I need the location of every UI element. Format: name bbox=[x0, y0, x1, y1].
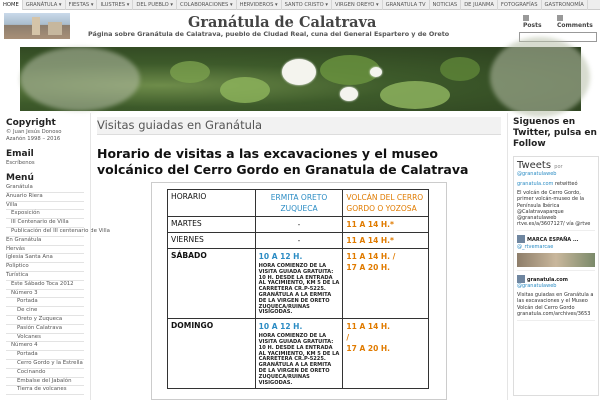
page-title: Visitas guiadas en Granátula bbox=[97, 118, 263, 132]
site-title[interactable]: Granátula de Calatrava bbox=[188, 14, 377, 31]
nav-item[interactable]: HOME bbox=[0, 0, 23, 10]
comments-feed-link[interactable]: Comments bbox=[557, 15, 600, 29]
table-row bbox=[168, 249, 429, 319]
sidebar-menu-item[interactable]: En Granátula bbox=[6, 237, 84, 246]
tweets-header: Tweets por bbox=[517, 160, 563, 171]
table-row bbox=[168, 217, 429, 233]
top-nav bbox=[0, 0, 600, 10]
sidebar-menu-item[interactable]: Pasión Calatrava bbox=[6, 325, 84, 334]
visit-note: HORA COMIENZO DE LA VISITA GUIADA GRATUITA: 10 H. DESDE LA ENTRADA AL YACIMIENTO, KM 5 DE LA CARRETERA CR.P-5225. GRANÁTULA A LA ERMITA DE LA VIRGEN DE ORETO ZUQUECA/RUINAS VISIGODAS. bbox=[258, 333, 340, 386]
volcan-hours: 11 A 14 H. bbox=[346, 322, 391, 332]
volcan-separator: / bbox=[346, 333, 350, 343]
right-sidebar bbox=[513, 117, 599, 396]
sidebar-menu-item[interactable]: Volcanes bbox=[6, 334, 84, 343]
avatar bbox=[517, 275, 525, 283]
nav-item[interactable]: GRANATULA TV bbox=[383, 0, 430, 10]
table-row bbox=[168, 319, 429, 389]
table-row bbox=[168, 233, 429, 249]
sidebar-menu-item[interactable]: Embalse del Jabalón bbox=[6, 378, 84, 387]
nav-item[interactable]: DE JUANMA bbox=[461, 0, 498, 10]
sidebar-menu-item[interactable]: Oreto y Zuqueca bbox=[6, 316, 84, 325]
table-cell: DOMINGO bbox=[168, 319, 256, 389]
feed-links bbox=[523, 15, 600, 29]
schedule-table bbox=[167, 189, 429, 389]
table-cell bbox=[255, 319, 343, 389]
tweet-text: Visitas guiadas en Granátula a las excavaciones y el Museo Volcán del Cerro Gordo granatula.com/archives/3653 bbox=[517, 292, 594, 317]
sidebar-menu-item[interactable]: Villa bbox=[6, 202, 84, 211]
table-cell: MARTES bbox=[168, 217, 256, 233]
nav-item[interactable]: HERVIDEROS ▾ bbox=[237, 0, 282, 10]
rss-icon bbox=[523, 15, 529, 21]
nav-item[interactable]: ILUSTRES ▾ bbox=[97, 0, 133, 10]
table-cell bbox=[343, 249, 429, 319]
sidebar-menu-item[interactable]: Iglesia Santa Ana bbox=[6, 254, 84, 263]
email-heading: Email bbox=[6, 149, 34, 159]
sidebar-menu-item[interactable]: Tierra de volcanes bbox=[6, 386, 84, 395]
avatar bbox=[517, 235, 525, 243]
twitter-heading: Siguenos en Twitter, pulsa en Follow bbox=[513, 117, 597, 149]
site-description: Página sobre Granátula de Calatrava, pueblo de Ciudad Real, cuna del General Espartero y de Oreto bbox=[88, 30, 450, 38]
ermita-hours: 10 A 12 H. bbox=[258, 252, 303, 261]
main-content bbox=[90, 113, 508, 400]
rss-icon bbox=[557, 15, 563, 21]
twitter-handle[interactable]: @granatulaweb bbox=[517, 171, 557, 177]
nav-item[interactable]: NOTICIAS bbox=[430, 0, 462, 10]
posts-feed-link[interactable]: Posts bbox=[523, 15, 549, 29]
tweet-item[interactable]: MARCA ESPAÑA ... @_rtvemarcae bbox=[517, 235, 595, 270]
sidebar-menu-item[interactable]: Número 3 bbox=[6, 290, 84, 299]
table-cell: 11 A 14 H.* bbox=[343, 217, 429, 233]
sidebar-menu-item[interactable]: Portada bbox=[6, 351, 84, 360]
visit-note: HORA COMIENZO DE LA VISITA GUIADA GRATUITA: 10 H. DESDE LA ENTRADA AL YACIMIENTO, KM 5 DE LA CARRETERA CR.P-5225. GRANÁTULA A LA ERMITA DE LA VIRGEN DE ORETO ZUQUECA/RUINAS VISIGODAS. bbox=[258, 263, 340, 316]
table-cell bbox=[255, 249, 343, 319]
nav-item[interactable]: GRANÁTULA ▾ bbox=[23, 0, 66, 10]
sidebar-menu-item[interactable]: De cine bbox=[6, 307, 84, 316]
copyright-heading: Copyright bbox=[6, 118, 56, 128]
copyright-line: Azañón 1998 – 2016 bbox=[6, 136, 61, 142]
side-menu bbox=[6, 184, 110, 395]
header-banner-image bbox=[20, 47, 581, 111]
copyright-line: © Juan Jesús Donoso bbox=[6, 129, 62, 135]
tweet-item[interactable]: granatula.com @granatulaweb Visitas guiadas en Granátula a las excavaciones y el Museo Volcán del Cerro Gordo granatula.com/archives/3653 bbox=[517, 275, 595, 321]
nav-item[interactable]: VIRGEN OREYO ▾ bbox=[332, 0, 383, 10]
ermita-hours: 10 A 12 H. bbox=[258, 322, 303, 332]
menu-heading: Menú bbox=[6, 173, 34, 183]
table-header-cell: HORARIO bbox=[168, 190, 256, 217]
volcan-hours: 17 A 20 H. bbox=[346, 344, 391, 354]
sidebar-menu-item[interactable]: Portada bbox=[6, 298, 84, 307]
post-heading: Horario de visitas a las excavaciones y el museo volcánico del Cerro Gordo en Granatula de Calatrava bbox=[97, 146, 469, 177]
nav-item[interactable]: FOTOGRAFÍAS bbox=[498, 0, 542, 10]
volcan-hours: 17 A 20 H. bbox=[346, 263, 391, 272]
tweet-image bbox=[517, 253, 595, 267]
table-cell: - bbox=[255, 233, 343, 249]
sidebar-menu-item[interactable]: Anuario Riera bbox=[6, 193, 84, 202]
table-cell: VIERNES bbox=[168, 233, 256, 249]
sidebar-menu-item[interactable]: Este Sábado Toca 2012 bbox=[6, 281, 84, 290]
sidebar-menu-item[interactable]: Turística bbox=[6, 272, 84, 281]
site-logo[interactable] bbox=[4, 13, 70, 39]
table-cell: SÁBADO bbox=[168, 249, 256, 319]
nav-item[interactable]: COLABORACIONES ▾ bbox=[177, 0, 237, 10]
nav-item[interactable]: DEL PUEBLO ▾ bbox=[133, 0, 177, 10]
left-sidebar bbox=[6, 118, 110, 401]
table-cell: 11 A 14 H.* bbox=[343, 233, 429, 249]
nav-item[interactable]: GASTRONOMÍA bbox=[542, 0, 588, 10]
table-header-cell: VOLCÁN DEL CERRO GORDO O YOZOSA bbox=[343, 190, 429, 217]
tweet-item[interactable]: granatula.com retwitteó El volcán de Cerro Gordo, primer volcán-museo de la Península Ibérica @Calatravaparque @granatulaweb rtve.es/a/3607127/ vía @rtve bbox=[517, 181, 595, 231]
sidebar-menu-item[interactable]: III Centenario de Villa bbox=[6, 219, 84, 228]
sidebar-menu-item[interactable]: Polìptico bbox=[6, 263, 84, 272]
table-cell bbox=[343, 319, 429, 389]
twitter-timeline[interactable] bbox=[513, 156, 599, 396]
volcan-hours: 11 A 14 H. / bbox=[346, 252, 396, 261]
nav-item[interactable]: SANTO CRISTO ▾ bbox=[282, 0, 332, 10]
tweet-text: El volcán de Cerro Gordo, primer volcán-museo de la Península Ibérica @Calatravaparque @granatulaweb rtve.es/a/3607127/ vía @rtve bbox=[517, 190, 591, 228]
nav-item[interactable]: FIESTAS ▾ bbox=[66, 0, 98, 10]
sidebar-menu-item[interactable]: Hervás bbox=[6, 246, 84, 255]
email-link[interactable]: Escríbenos bbox=[6, 160, 35, 166]
sidebar-menu-item[interactable]: Cerro Gordo y la Estrella bbox=[6, 360, 84, 369]
sidebar-menu-item[interactable]: Publicación del III centenario de Villa bbox=[6, 228, 84, 237]
sidebar-menu-item[interactable]: Número 4 bbox=[6, 342, 84, 351]
sidebar-menu-item[interactable]: Exposición bbox=[6, 210, 84, 219]
sidebar-menu-item[interactable]: Granátula bbox=[6, 184, 84, 193]
table-header-cell: ERMITA ORETO ZUQUECA bbox=[255, 190, 343, 217]
sidebar-menu-item[interactable]: Cocinando bbox=[6, 369, 84, 378]
table-cell: - bbox=[255, 217, 343, 233]
table-row bbox=[168, 190, 429, 217]
